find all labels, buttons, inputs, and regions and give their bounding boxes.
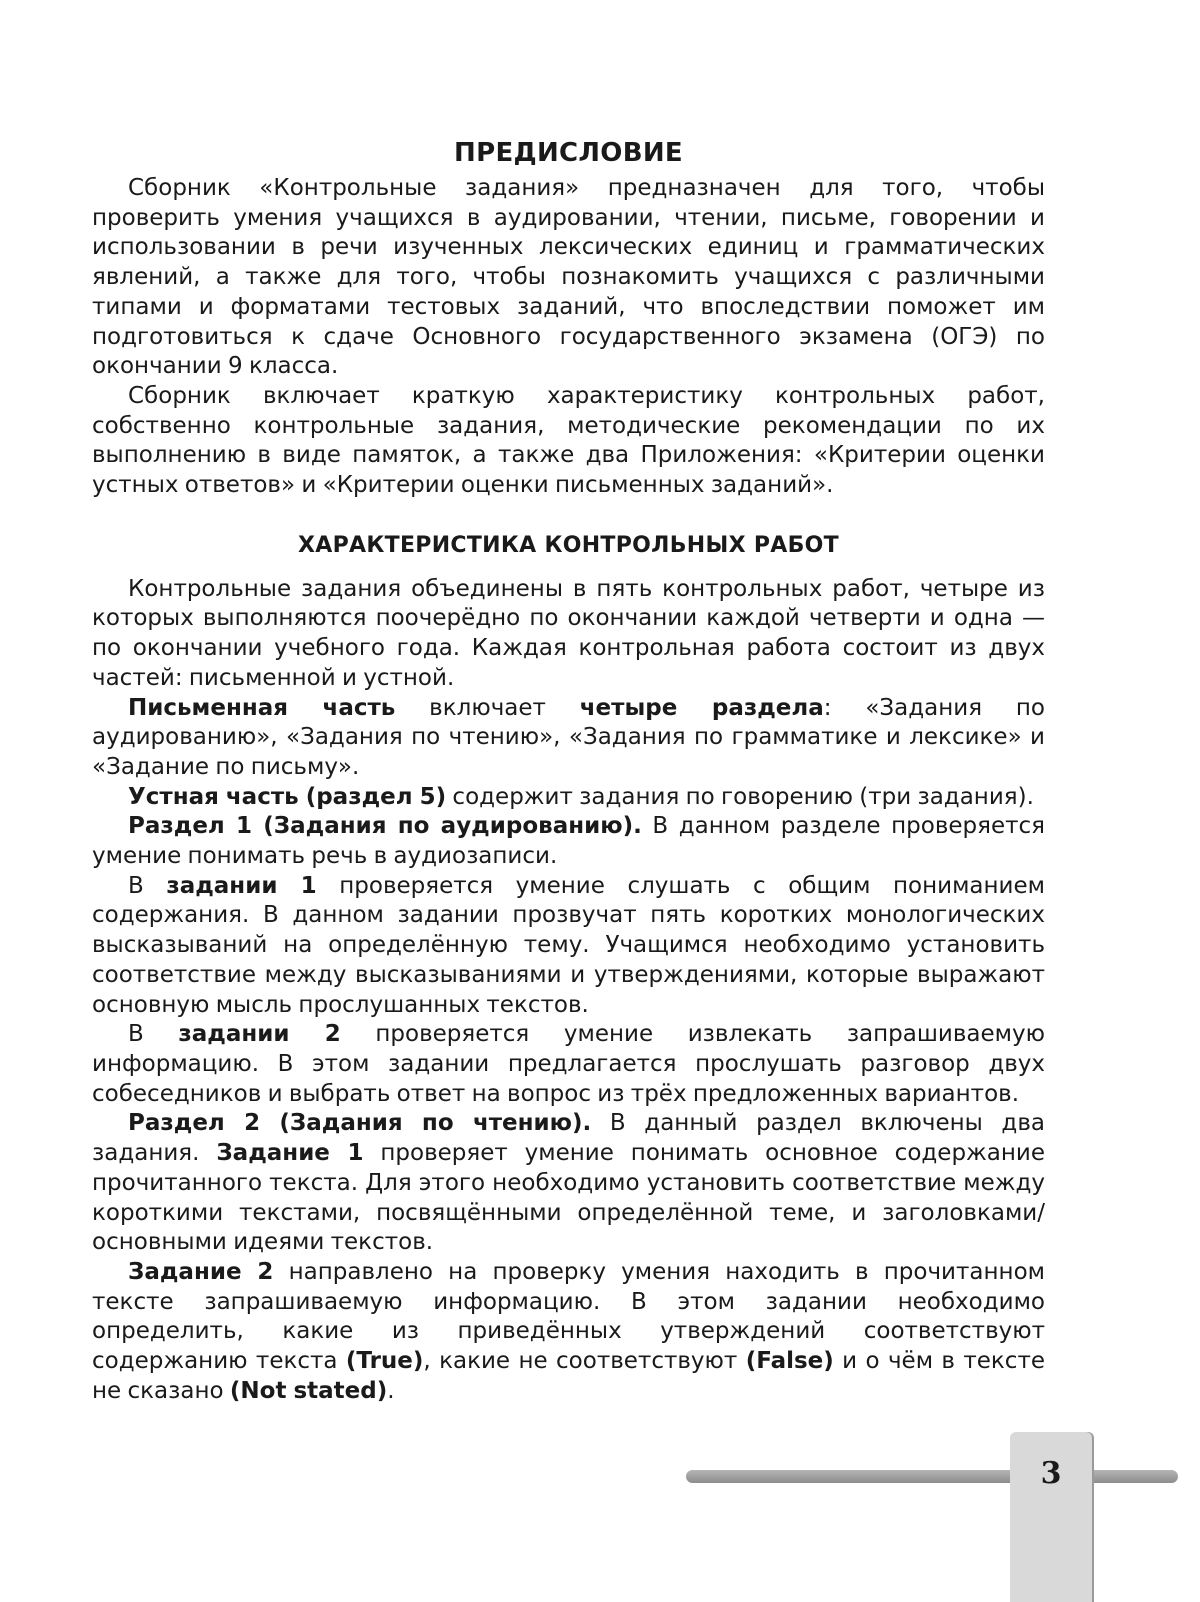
text-run: включает <box>395 694 580 721</box>
body-paragraph-7 <box>92 1109 1045 1258</box>
page-content <box>92 136 1045 1406</box>
body-paragraph-5 <box>92 872 1045 1021</box>
text-run: В <box>128 1021 179 1048</box>
bold-text: (True) <box>345 1348 424 1375</box>
text-run: В данный раздел включены два задания. <box>92 1110 1045 1167</box>
body-paragraph-1: Контрольные задания объединены в пять контрольных работ, четыре из которых выполняются поочерёдно по окончании каждой четверти и одна — по окончании учебного года. Каждая контрольная работа состоит из двух частей: письменной и устной. <box>92 575 1045 691</box>
body-paragraph-2 <box>92 694 1045 783</box>
bold-text: Задание 2 <box>128 1258 274 1285</box>
bold-text: Раздел 1 (Задания по аудированию). <box>128 813 642 840</box>
text-run: направлено на проверку умения находить в прочитанном тексте запрашиваемую информацию. В этом задании необходимо определить, какие из приведённых утверждений соответствуют содержанию текста <box>92 1258 1045 1375</box>
bold-text: задании 2 <box>178 1021 341 1048</box>
section-title: ХАРАКТЕРИСТИКА КОНТРОЛЬНЫХ РАБОТ <box>298 532 839 558</box>
bold-text: четыре раздела <box>579 694 824 721</box>
bold-text: (Not stated) <box>229 1377 388 1404</box>
intro-paragraph-1: Сборник «Контрольные задания» предназначен для того, чтобы проверить умения учащихся в аудировании, чтении, письме, говорении и использовании в речи изученных лексических единиц и грамматических явлений, а также для того, чтобы познакомить учащихся с различными типами и форматами тестовых заданий, что впоследствии поможет им подготовиться к сдаче Основного государственного экзамена (ОГЭ) по окончании 9 класса. <box>92 175 1045 380</box>
bold-text: Задание 1 <box>216 1140 364 1167</box>
bold-text: Письменная часть <box>128 694 396 721</box>
bold-text: (False) <box>745 1348 834 1375</box>
body-paragraph-3 <box>92 783 1045 813</box>
text-run: содержит задания по говорению (три задания). <box>446 783 1034 810</box>
text-run: : «Задания по аудированию», «Задания по чтению», «Задания по грамматике и лексике» и «Задание по письму». <box>92 694 1045 780</box>
body-paragraph-6 <box>92 1020 1045 1109</box>
text-run: В данном разделе проверяется умение понимать речь в аудиозаписи. <box>92 813 1045 870</box>
body-paragraph-4 <box>92 812 1045 871</box>
text-run: проверяется умение извлекать запрашиваемую информацию. В этом задании предлагается прослушать разговор двух собеседников и выбрать ответ на вопрос из трёх предложенных вариантов. <box>92 1021 1045 1107</box>
intro-paragraph-2: Сборник включает краткую характеристику контрольных работ, собственно контрольные задания, методические рекомендации по их выполнению в виде памяток, а также два Приложения: «Критерии оценки устных ответов» и «Критерии оценки письменных заданий». <box>92 382 1045 499</box>
bold-text: Раздел 2 (Задания по чтению). <box>128 1110 592 1137</box>
text-run: проверяется умение слушать с общим пониманием содержания. В данном задании прозвучат пять коротких монологических высказываний на определённую тему. Учащимся необходимо установить соответствие между высказываниями и утверждениями, которые выражают основную мысль прослушанных текстов. <box>92 872 1046 1018</box>
text-run: проверяет умение понимать основное содержание прочитанного текста. Для этого необходимо установить соответствие между короткими текстами, посвящёнными определённой теме, и заголовками/основными идеями текстов. <box>92 1140 1046 1256</box>
page-title: ПРЕДИСЛОВИЕ <box>454 138 683 168</box>
text-run: , какие не соответствуют <box>423 1348 746 1375</box>
text-run: . <box>387 1377 395 1404</box>
bold-text: задании 1 <box>166 872 317 899</box>
text-run: и о чём в тексте не сказано <box>92 1348 1046 1404</box>
bold-text: Устная часть (раздел 5) <box>128 783 447 810</box>
page-number: 3 <box>1040 1456 1062 1491</box>
footer-rule <box>686 1470 1178 1483</box>
text-run: В <box>128 872 167 899</box>
body-paragraph-8 <box>92 1258 1045 1407</box>
